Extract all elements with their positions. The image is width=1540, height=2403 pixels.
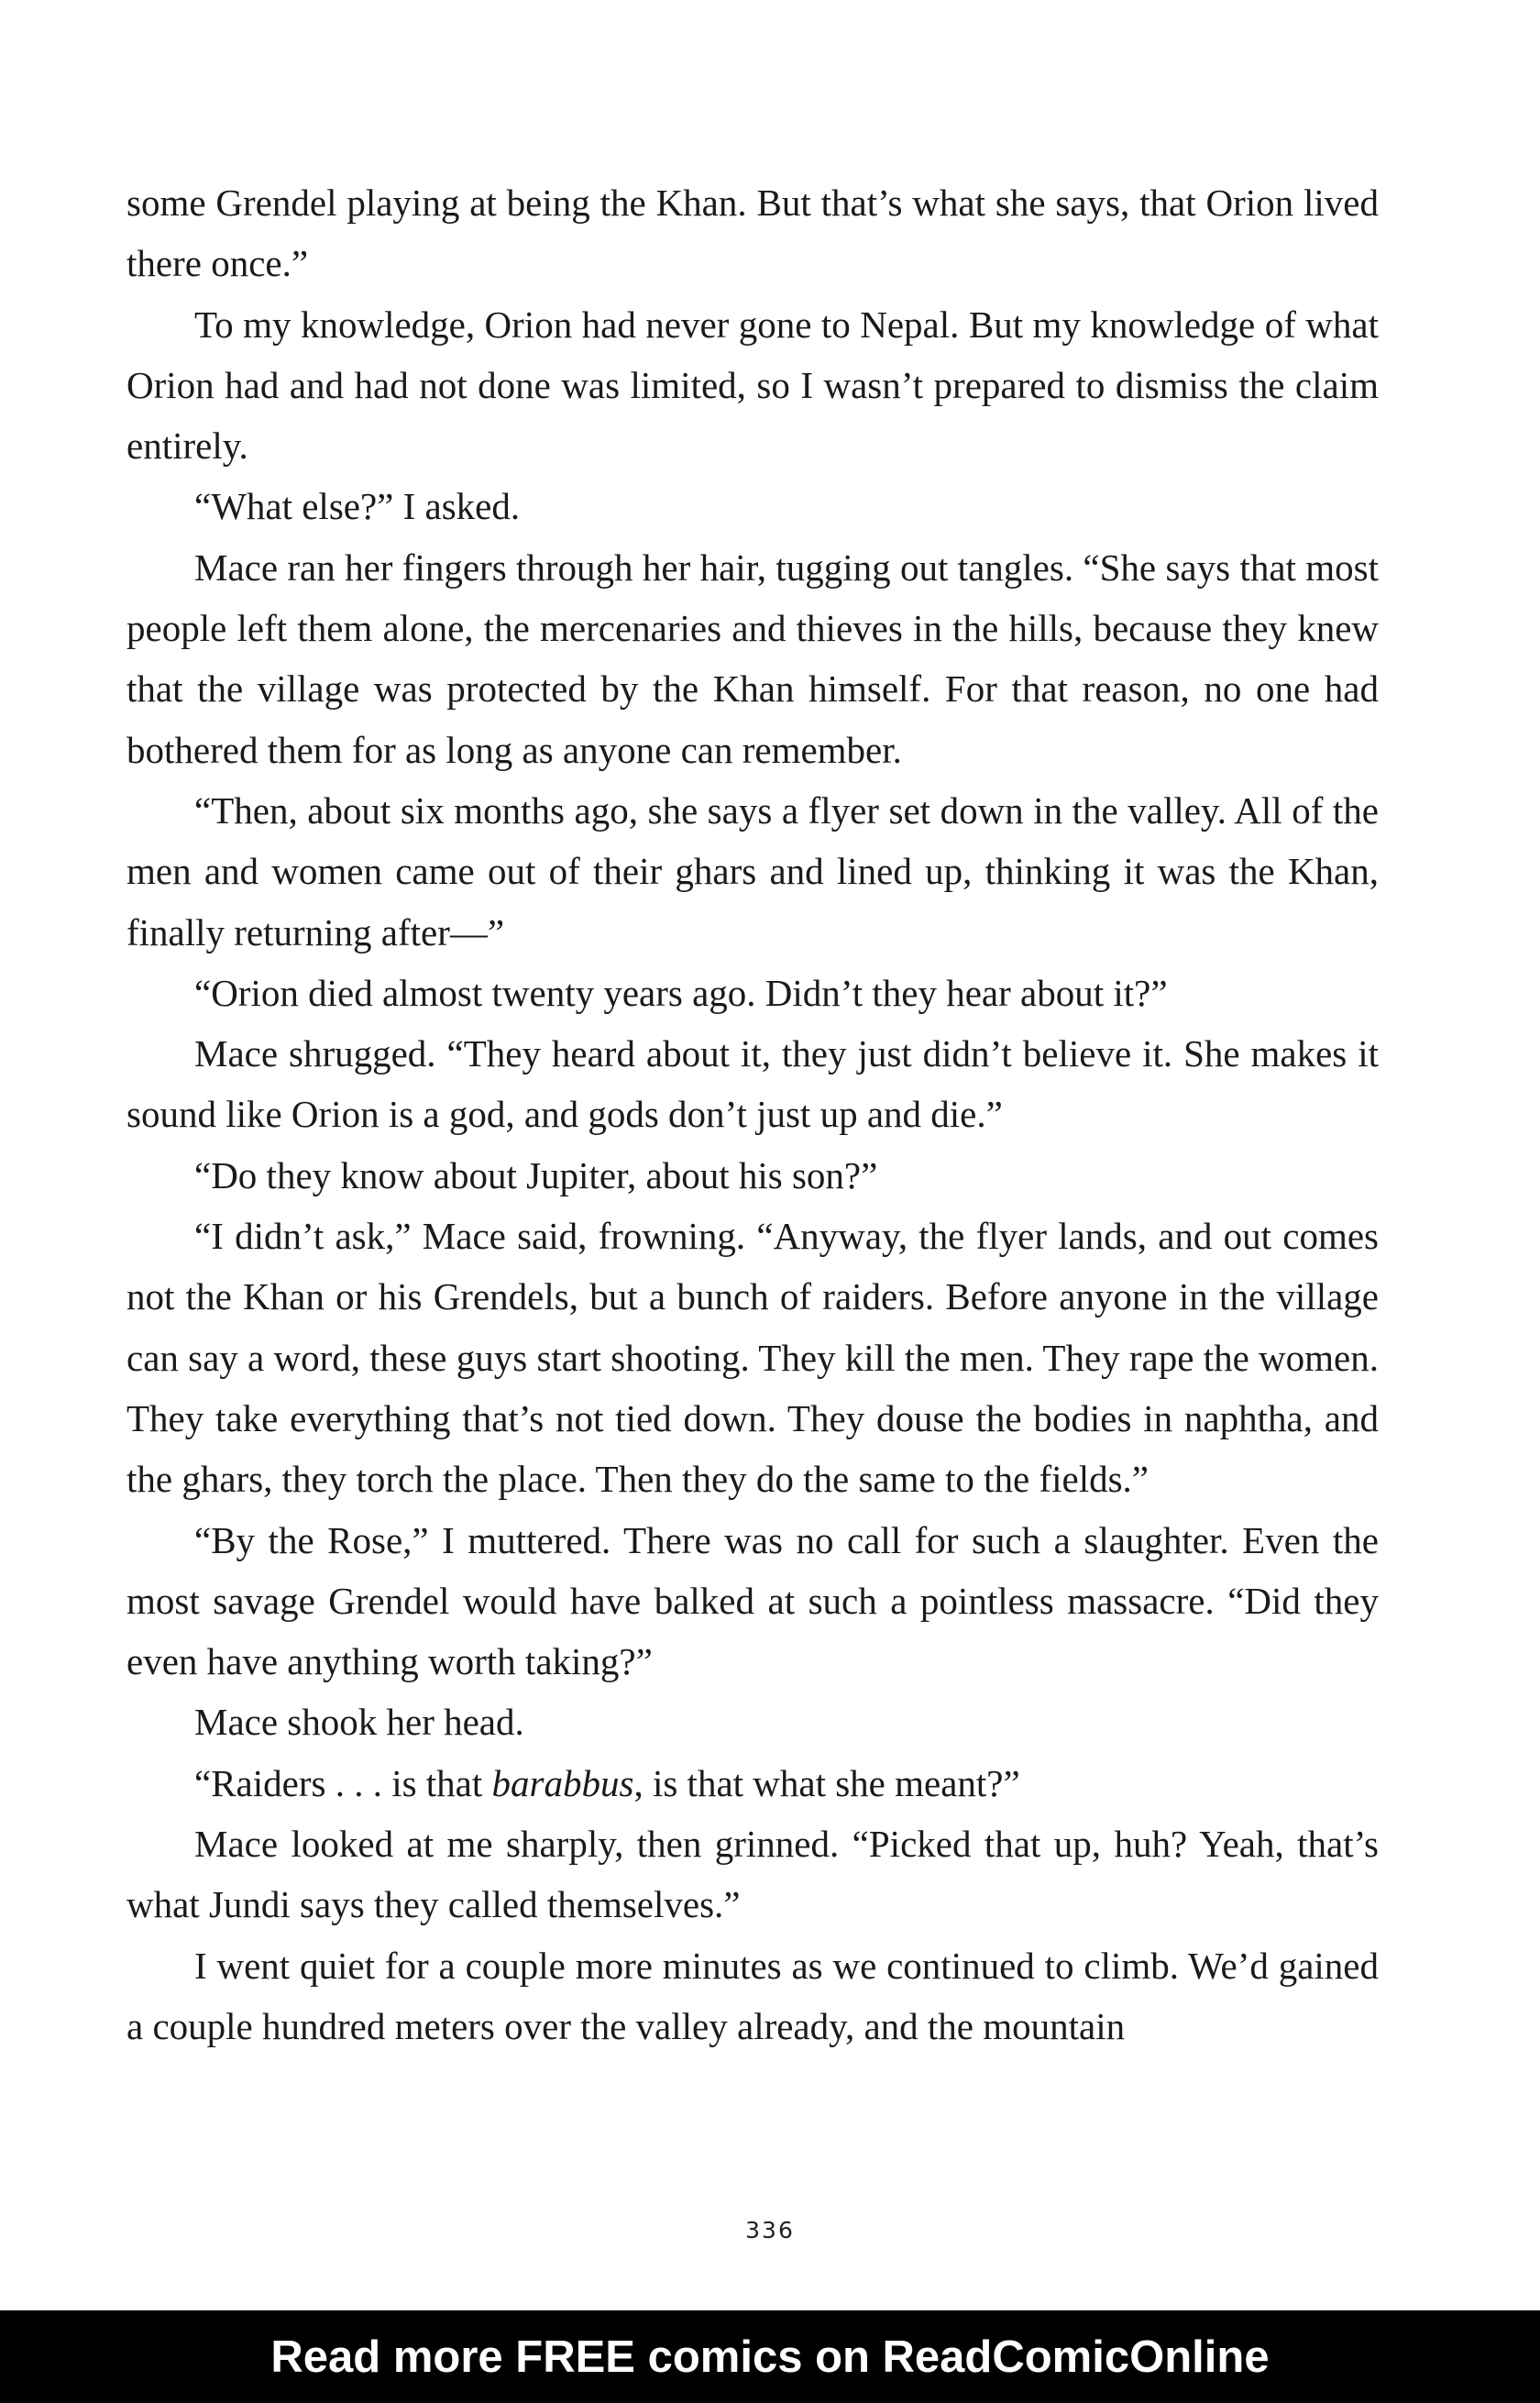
- paragraph-text: Mace shrugged. “They heard about it, they just didn’t believe it. She makes it sound like Orion is a god, and gods don’t just up and die.”: [126, 1032, 1379, 1136]
- paragraph: [126, 1206, 1379, 1509]
- paragraph-text: “I didn’t ask,” Mace said, frowning. “Anyway, the flyer lands, and out comes not the Khan or his Grendels, but a bunch of raiders. Before anyone in the village can say a word, these guys start shooting. They kill the men. They rape the women. They take everything that’s not tied down. They douse the bodies in naphtha, and the ghars, they torch the place. Then they do the same to the fields.”: [126, 1215, 1379, 1501]
- paragraph: [126, 1935, 1379, 2057]
- paragraph: [126, 537, 1379, 780]
- paragraph: [126, 963, 1379, 1023]
- paragraph-text: “Orion died almost twenty years ago. Didn’t they hear about it?”: [194, 971, 1168, 1014]
- paragraph: [126, 172, 1379, 294]
- paragraph: [126, 1145, 1379, 1206]
- body-text: [126, 172, 1379, 2056]
- paragraph-text: To my knowledge, Orion had never gone to Nepal. But my knowledge of what Orion had and had not done was limited, so I wasn’t prepared to dismiss the claim entirely.: [126, 303, 1379, 468]
- paragraph-text: Mace ran her fingers through her hair, tugging out tangles. “She says that most people left them alone, the mercenaries and thieves in the hills, because they knew that the village was protected by the Khan himself. For that reason, no one had bothered them for as long as anyone can remember.: [126, 546, 1379, 771]
- promo-banner: [0, 2310, 1540, 2403]
- read-more-link[interactable]: Read more FREE comics on ReadComicOnline: [270, 2331, 1270, 2382]
- paragraph-text: “Do they know about Jupiter, about his son?”: [194, 1153, 878, 1196]
- page-number: 336: [745, 2217, 795, 2243]
- paragraph: [126, 1813, 1379, 1935]
- paragraph-text: Mace looked at me sharply, then grinned. “Picked that up, huh? Yeah, that’s what Jundi says they called themselves.”: [126, 1823, 1379, 1926]
- paragraph: [126, 1023, 1379, 1145]
- paragraph-text: some Grendel playing at being the Khan. But that’s what she says, that Orion lived there once.”: [126, 182, 1379, 285]
- paragraph-text: I went quiet for a couple more minutes as we continued to climb. We’d gained a couple hundred meters over the valley already, and the mountain: [126, 1944, 1379, 2047]
- paragraph-text: “Then, about six months ago, she says a flyer set down in the valley. All of the men and women came out of their ghars and lined up, thinking it was the Khan, finally returning after—”: [126, 788, 1379, 953]
- paragraph: [126, 780, 1379, 963]
- paragraph: [126, 1510, 1379, 1692]
- paragraph: [126, 1753, 1379, 1813]
- paragraph-text: Mace shook her head.: [194, 1701, 524, 1744]
- paragraph: [126, 294, 1379, 477]
- paragraph: [126, 476, 1379, 536]
- paragraph: [126, 1692, 1379, 1752]
- paragraph-text: , is that what she meant?”: [633, 1761, 1020, 1804]
- paragraph-text: “Raiders . . . is that: [194, 1761, 492, 1804]
- italic-word: barabbus: [491, 1761, 634, 1804]
- paragraph-text: “By the Rose,” I muttered. There was no call for such a slaughter. Even the most savage Grendel would have balked at such a pointless massacre. “Did they even have anything worth taking?”: [126, 1518, 1379, 1683]
- paragraph-text: “What else?” I asked.: [194, 485, 521, 528]
